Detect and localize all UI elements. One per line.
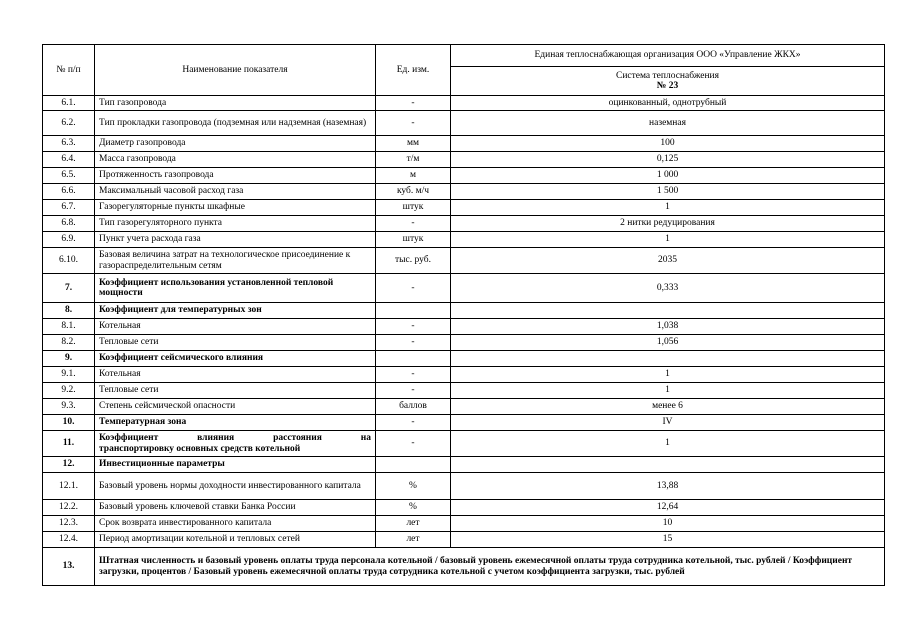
- row-num: 6.3.: [43, 136, 95, 152]
- row-unit: куб. м/ч: [376, 184, 451, 200]
- row-name: Коэффициент для температурных зон: [95, 303, 376, 319]
- row-num: 7.: [43, 274, 95, 303]
- row-value: 10: [451, 516, 885, 532]
- row-name: Протяженность газопровода: [95, 168, 376, 184]
- table-row: [43, 473, 885, 500]
- row-num: 6.2.: [43, 111, 95, 136]
- row-value: [451, 457, 885, 473]
- row-value: 2035: [451, 248, 885, 274]
- row-num: 12.1.: [43, 473, 95, 500]
- row-unit: [376, 457, 451, 473]
- row-unit: -: [376, 96, 451, 111]
- row-name-line2: транспортировку основных средств котельной: [99, 443, 301, 454]
- row-unit: -: [376, 335, 451, 351]
- table-row: [43, 232, 885, 248]
- table-row: [43, 516, 885, 532]
- row-num: 9.3.: [43, 399, 95, 415]
- table-row: [43, 248, 885, 274]
- table-row: [43, 216, 885, 232]
- table-row: [43, 319, 885, 335]
- row-num: 6.4.: [43, 152, 95, 168]
- row-unit: -: [376, 111, 451, 136]
- row-unit: штук: [376, 232, 451, 248]
- table-row: [43, 335, 885, 351]
- row-unit: баллов: [376, 399, 451, 415]
- row-unit: -: [376, 367, 451, 383]
- row-unit: %: [376, 473, 451, 500]
- row-value: 1 000: [451, 168, 885, 184]
- header-num: № п/п: [43, 45, 95, 96]
- row-num: 6.1.: [43, 96, 95, 111]
- row-value: 1: [451, 367, 885, 383]
- table-row: [43, 111, 885, 136]
- row-num: 10.: [43, 415, 95, 431]
- table-row: [43, 532, 885, 548]
- row-num: 6.6.: [43, 184, 95, 200]
- row-name: Степень сейсмической опасности: [95, 399, 376, 415]
- row-name: Тип прокладки газопровода (подземная или надземная (наземная): [95, 111, 376, 136]
- row-num: 12.4.: [43, 532, 95, 548]
- row-value: 15: [451, 532, 885, 548]
- row-value: 1: [451, 431, 885, 457]
- system-number: № 23: [656, 81, 679, 91]
- row-num: 6.9.: [43, 232, 95, 248]
- row-num: 9.: [43, 351, 95, 367]
- row-name: Базовый уровень ключевой ставки Банка России: [95, 500, 376, 516]
- table-row: [43, 367, 885, 383]
- row-unit: тыс. руб.: [376, 248, 451, 274]
- row-value: 2 нитки редуцирования: [451, 216, 885, 232]
- row-name: Период амортизации котельной и тепловых сетей: [95, 532, 376, 548]
- table-row: [43, 457, 885, 473]
- row-unit: лет: [376, 532, 451, 548]
- row-name: Котельная: [95, 367, 376, 383]
- row-value: [451, 303, 885, 319]
- row-name: Тип газопровода: [95, 96, 376, 111]
- table-row: [43, 96, 885, 111]
- row-name: Коэффициент сейсмического влияния: [95, 351, 376, 367]
- row-unit: мм: [376, 136, 451, 152]
- table-row: [43, 136, 885, 152]
- table-row: [43, 303, 885, 319]
- table-row: [43, 152, 885, 168]
- row-unit: -: [376, 415, 451, 431]
- system-label: Система теплоснабжения: [615, 70, 720, 81]
- table-row: [43, 399, 885, 415]
- row-num: 6.7.: [43, 200, 95, 216]
- row-value: 0,333: [451, 274, 885, 303]
- row-unit: [376, 303, 451, 319]
- table-row: [43, 184, 885, 200]
- row-unit: [376, 351, 451, 367]
- table-row: [43, 431, 885, 457]
- row-value: 1,038: [451, 319, 885, 335]
- row-num: 8.2.: [43, 335, 95, 351]
- row-name: Инвестиционные параметры: [95, 457, 376, 473]
- row-value: 1: [451, 232, 885, 248]
- row-value: 100: [451, 136, 885, 152]
- row-num: 9.2.: [43, 383, 95, 399]
- row-unit: -: [376, 431, 451, 457]
- row-name: Температурная зона: [95, 415, 376, 431]
- row-name: Тепловые сети: [95, 335, 376, 351]
- row-unit: -: [376, 216, 451, 232]
- table-row: [43, 383, 885, 399]
- header-name: Наименование показателя: [95, 45, 376, 96]
- row-value: наземная: [451, 111, 885, 136]
- row-value: менее 6: [451, 399, 885, 415]
- row-unit: -: [376, 274, 451, 303]
- header-unit: Ед. изм.: [376, 45, 451, 96]
- table-row: [43, 274, 885, 303]
- row-num: 6.5.: [43, 168, 95, 184]
- header-system: [451, 67, 885, 96]
- row-num: 8.1.: [43, 319, 95, 335]
- row-num: 12.2.: [43, 500, 95, 516]
- row-name: Тип газорегуляторного пункта: [95, 216, 376, 232]
- row-value: 1: [451, 200, 885, 216]
- row-name: Пункт учета расхода газа: [95, 232, 376, 248]
- row-num: 9.1.: [43, 367, 95, 383]
- row-value: [451, 351, 885, 367]
- row-name: Масса газопровода: [95, 152, 376, 168]
- row-unit: м: [376, 168, 451, 184]
- table-row: [43, 168, 885, 184]
- row-num: 12.: [43, 457, 95, 473]
- row-unit: лет: [376, 516, 451, 532]
- table-row: [43, 500, 885, 516]
- table-row: [43, 351, 885, 367]
- row-name: Срок возврата инвестированного капитала: [95, 516, 376, 532]
- row-unit: т/м: [376, 152, 451, 168]
- row-num: 6.8.: [43, 216, 95, 232]
- row-name: Штатная численность и базовый уровень оплаты труда персонала котельной / базовый уровень ежемесячной оплаты труда сотрудника котельной, тыс. рублей / Коэффициент загрузки, процентов / Базовый уровень ежемесячной оплаты труда сотрудника котельной с учетом коэффициента загрузки, тыс. рублей: [95, 548, 885, 586]
- row-value: 12,64: [451, 500, 885, 516]
- table-row: [43, 200, 885, 216]
- table-row: [43, 548, 885, 586]
- row-name: Базовая величина затрат на технологическое присоединение к газораспределительным сетям: [95, 248, 376, 274]
- table-row: [43, 415, 885, 431]
- row-value: 1 500: [451, 184, 885, 200]
- row-num: 6.10.: [43, 248, 95, 274]
- row-name: Газорегуляторные пункты шкафные: [95, 200, 376, 216]
- row-unit: -: [376, 383, 451, 399]
- row-num: 12.3.: [43, 516, 95, 532]
- row-name-line1: Коэффициент влияния расстояния на: [99, 433, 371, 443]
- row-value: оцинкованный, однотрубный: [451, 96, 885, 111]
- row-value: 13,88: [451, 473, 885, 500]
- row-value: 0,125: [451, 152, 885, 168]
- row-name: Тепловые сети: [95, 383, 376, 399]
- row-name: Диаметр газопровода: [95, 136, 376, 152]
- row-num: 8.: [43, 303, 95, 319]
- row-unit: -: [376, 319, 451, 335]
- row-num: 11.: [43, 431, 95, 457]
- row-unit: штук: [376, 200, 451, 216]
- row-name: [95, 431, 376, 457]
- row-name: Максимальный часовой расход газа: [95, 184, 376, 200]
- row-unit: %: [376, 500, 451, 516]
- row-name: Базовый уровень нормы доходности инвестированного капитала: [95, 473, 376, 500]
- row-name: Котельная: [95, 319, 376, 335]
- row-value: 1,056: [451, 335, 885, 351]
- row-num: 13.: [43, 548, 95, 586]
- parameters-table: [42, 44, 885, 586]
- row-value: IV: [451, 415, 885, 431]
- row-value: 1: [451, 383, 885, 399]
- row-name: Коэффициент использования установленной тепловой мощности: [95, 274, 376, 303]
- header-organization: Единая теплоснабжающая организация ООО «Управление ЖКХ»: [451, 45, 885, 67]
